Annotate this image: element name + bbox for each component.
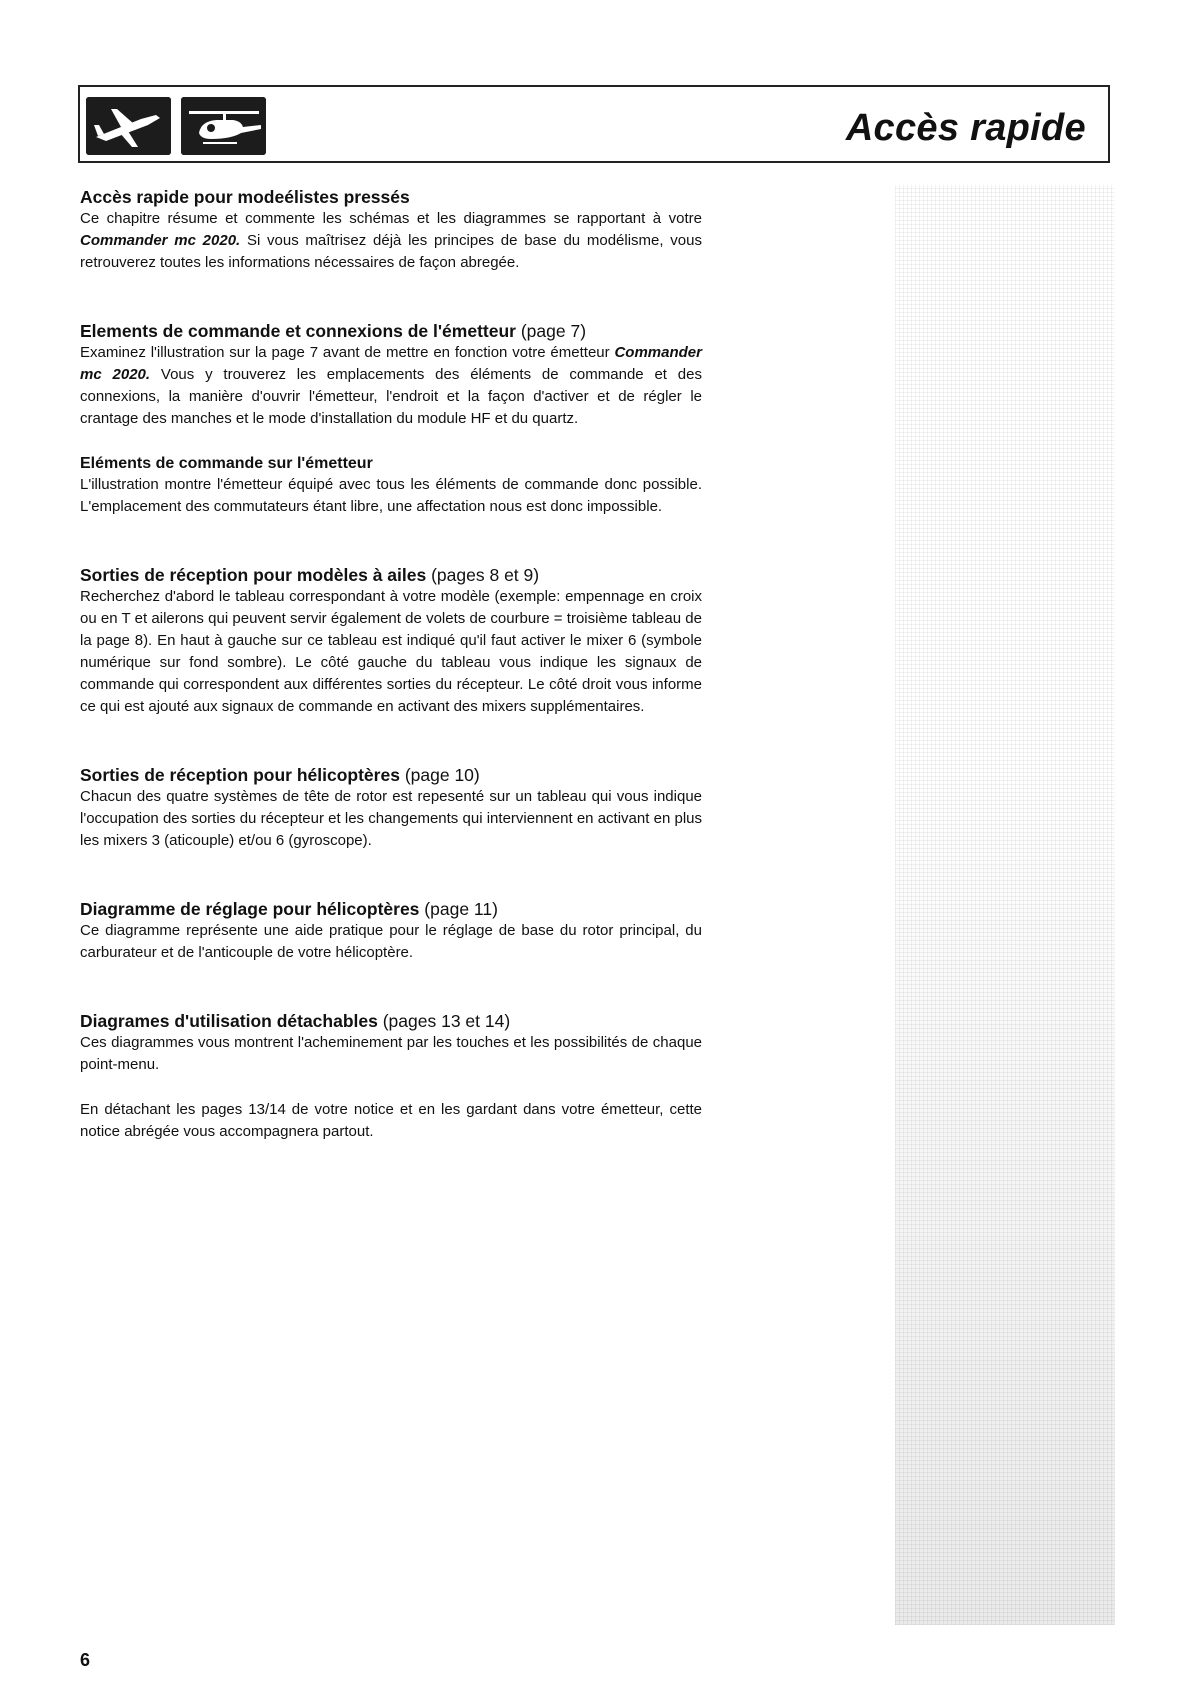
section-heading — [80, 1010, 702, 1032]
section-heading — [80, 898, 702, 920]
section-heading — [80, 320, 702, 342]
section-text: Chacun des quatre systèmes de tête de rotor est repesenté sur un tableau qui vous indique l'occupation des sorties du récepteur et les changements qui interviennent en activant en plus les mixers 3 (aticouple) et/ou 6 (gyroscope). — [80, 788, 702, 849]
product-name: Commander mc 2020. — [80, 344, 702, 383]
page-ref: (page 10) — [404, 765, 480, 785]
main-content — [80, 186, 702, 1143]
heading-text: Sorties de réception pour modèles à ailes — [80, 565, 427, 585]
section-text: Ce diagramme représente une aide pratique pour le réglage de base du rotor principal, du carburateur et de l'anticouple de votre hélicoptère. — [80, 922, 702, 961]
section-elements — [80, 320, 702, 430]
section-detach — [80, 1010, 702, 1143]
section-wings — [80, 564, 702, 718]
page-ref: (page 7) — [520, 321, 587, 341]
page-number: 6 — [80, 1650, 91, 1670]
section-text: En détachant les pages 13/14 de votre notice et en les gardant dans votre émetteur, cette notice abrégée vous accompagnera partout. — [80, 1101, 702, 1140]
text-part: Vous y trouverez les emplacements des éléments de commande et des connexions, la manière d'ouvrir l'émetteur, l'endroit et la façon d'activer et de régler le crantage des manches et le mode d'installation du module HF et du quartz. — [80, 366, 702, 427]
heading-text: Elements de commande et connexions de l'émetteur — [80, 321, 516, 341]
page-ref: (pages 13 et 14) — [382, 1011, 511, 1031]
section-subheading: Eléments de commande sur l'émetteur — [80, 455, 373, 472]
airplane-icon — [86, 97, 171, 155]
page-header — [78, 85, 1110, 163]
section-text: L'illustration montre l'émetteur équipé avec tous les éléments de commande donc possible. L'emplacement des commutateurs étant libre, une affectation nous est donc impossible. — [80, 476, 702, 515]
section-text: Recherchez d'abord le tableau correspondant à votre modèle (exemple: empennage en croix ou en T et ailerons qui peuvent servir également de volets de courbure = troisième tableau de la page 8). En haut à gauche sur ce tableau est indiqué qu'il faut activer le mixer 6 (symbole numérique sur fond sombre). Le côté gauche du tableau vous indique les signaux de commande qui correspondent aux différentes sorties du récepteur. Le côté droit vous informe ce qui est ajouté aux signaux de commande en activant des mixers supplémentaires. — [80, 588, 702, 715]
page-ref: (page 11) — [424, 899, 498, 919]
side-texture — [895, 185, 1115, 1625]
product-name: Commander mc 2020. — [80, 232, 241, 249]
page-title: Accès rapide — [845, 107, 1086, 149]
heading-text: Sorties de réception pour hélicoptères — [80, 765, 400, 785]
heading-text: Diagramme de réglage pour hélicoptères — [80, 899, 420, 919]
text-part: Ce chapitre résume et commente les schémas et les diagrammes se rapportant à votre — [80, 210, 702, 227]
text-part: Si vous maîtrisez déjà les principes de base du modélisme, vous retrouverez toutes les informations nécessaires de façon abregée. — [80, 232, 702, 271]
section-text — [80, 342, 702, 430]
header-icons — [86, 97, 266, 155]
section-diagram — [80, 898, 702, 964]
section-intro — [80, 186, 702, 274]
page-ref: (pages 8 et 9) — [431, 565, 540, 585]
section-text: Ces diagrammes vous montrent l'acheminement par les touches et les possibilités de chaque point-menu. — [80, 1034, 702, 1073]
section-elements-sub — [80, 453, 702, 518]
section-heading: Accès rapide pour modeélistes pressés — [80, 187, 410, 207]
text-part: Examinez l'illustration sur la page 7 avant de mettre en fonction votre émetteur — [80, 344, 615, 361]
section-heading — [80, 564, 702, 586]
section-heli — [80, 764, 702, 852]
helicopter-icon — [181, 97, 266, 155]
section-heading — [80, 764, 702, 786]
section-text — [80, 208, 702, 274]
heading-text: Diagrames d'utilisation détachables — [80, 1011, 378, 1031]
